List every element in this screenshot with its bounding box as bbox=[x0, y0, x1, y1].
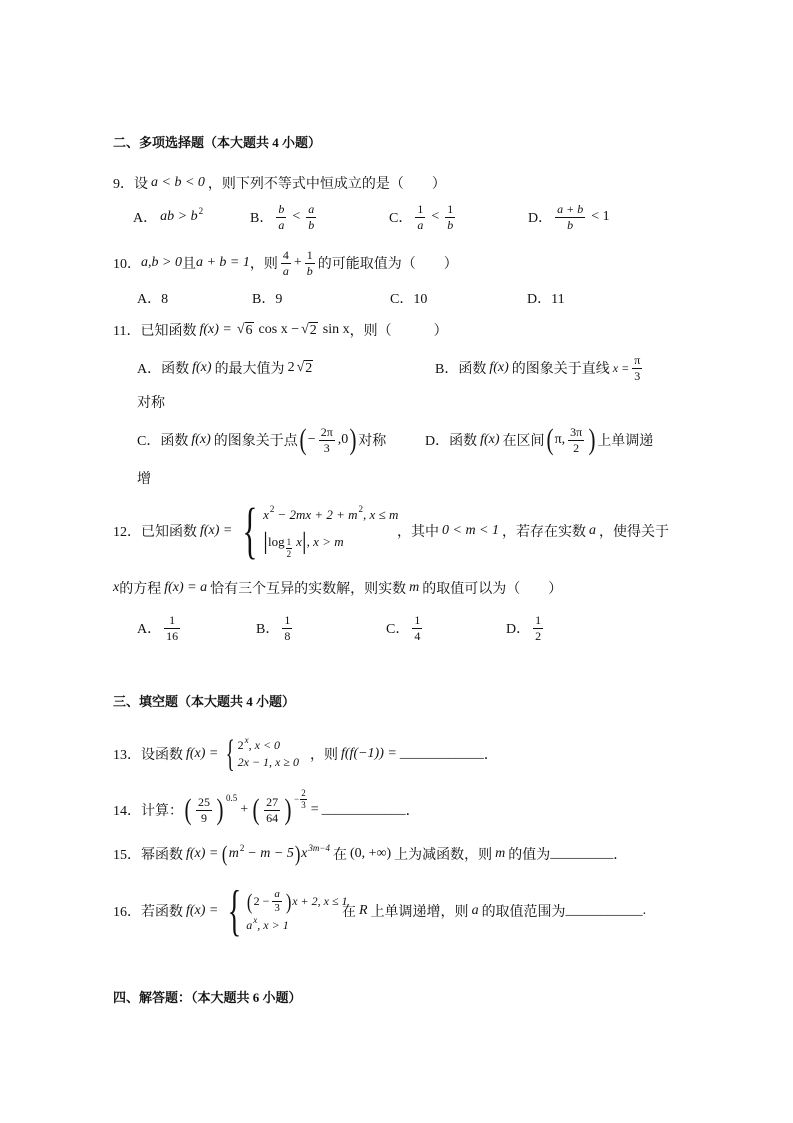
stem-text: 上为减函数，则 bbox=[394, 848, 493, 863]
section-heading-fill-in: 三、填空题（本大题共 4 小题） bbox=[113, 693, 296, 709]
log-function: log bbox=[267, 534, 285, 549]
case-1 bbox=[237, 734, 299, 753]
stem-end: . bbox=[642, 903, 647, 918]
q15-number: 15．幂函数 bbox=[113, 848, 183, 863]
question-10 bbox=[113, 247, 458, 279]
stem-text: 在 bbox=[342, 905, 356, 920]
option-label: B． bbox=[256, 622, 280, 637]
radical-sign: √ bbox=[301, 322, 309, 337]
numerator: 1 bbox=[286, 536, 292, 547]
set-r: R bbox=[359, 903, 368, 918]
numerator: 1 bbox=[417, 201, 424, 216]
operator: < bbox=[431, 209, 440, 224]
right-paren: ) bbox=[588, 423, 596, 456]
denominator: 4 bbox=[414, 628, 421, 643]
q16-number: 16．若函数 bbox=[113, 905, 183, 920]
denominator: b bbox=[306, 263, 313, 278]
q12-number: 12．已知函数 bbox=[113, 525, 197, 540]
case-2 bbox=[263, 529, 398, 559]
function-name: f(x) = bbox=[186, 846, 219, 861]
option-text: 的图象关于点 bbox=[213, 434, 298, 449]
square-root bbox=[237, 322, 254, 338]
q11-option-b-continued: 对称 bbox=[137, 396, 165, 411]
q11-option-a bbox=[137, 352, 315, 384]
fraction bbox=[533, 614, 543, 643]
stem-text: ，若存在实数 bbox=[502, 525, 587, 540]
denominator: 16 bbox=[166, 628, 179, 643]
stem-end: ． bbox=[483, 748, 498, 763]
option-label: C．函数 bbox=[137, 434, 189, 449]
stem-text: 的值为 bbox=[508, 848, 551, 863]
exponent: 2 bbox=[269, 504, 275, 514]
function-name: f(x) bbox=[480, 432, 500, 447]
q10-condition-2: a + b = 1 bbox=[195, 255, 250, 270]
interval: (0, +∞) bbox=[349, 846, 392, 861]
left-paren: ( bbox=[184, 793, 192, 826]
piecewise-cases bbox=[263, 504, 399, 559]
q13-stem bbox=[310, 744, 498, 764]
fraction bbox=[164, 614, 180, 643]
function-name: f(x) = bbox=[186, 903, 219, 918]
fraction bbox=[568, 426, 584, 455]
q10-option-b: B．9 bbox=[252, 292, 283, 307]
piecewise-cases bbox=[237, 734, 299, 770]
option-text: 的图象关于直线 bbox=[511, 362, 610, 377]
radicand: 6 bbox=[245, 323, 253, 338]
left-brace: { bbox=[225, 733, 236, 775]
numerator: 3π bbox=[570, 424, 583, 439]
denominator: 3 bbox=[634, 368, 641, 383]
numerator: 4 bbox=[282, 247, 289, 262]
answer-blank: ___________ bbox=[565, 903, 643, 918]
left-paren: ( bbox=[222, 841, 228, 866]
q12-option-c bbox=[386, 612, 425, 644]
q12-option-d bbox=[506, 612, 546, 644]
case-base: a bbox=[246, 918, 253, 932]
stem-end: ． bbox=[613, 848, 628, 863]
numerator: 1 bbox=[164, 614, 180, 629]
section-heading-solutions: 四、解答题：（本大题共 6 小题） bbox=[113, 989, 302, 1005]
fraction bbox=[306, 203, 316, 232]
left-paren: ( bbox=[247, 888, 253, 914]
numerator: b bbox=[278, 201, 285, 216]
numerator: 1 bbox=[284, 612, 291, 627]
option-label: D．函数 bbox=[425, 434, 478, 449]
answer-blank: ____________ bbox=[321, 802, 406, 817]
coefficient-term: − m − 5 bbox=[247, 846, 294, 861]
fraction bbox=[264, 796, 280, 825]
denominator: 64 bbox=[266, 810, 279, 825]
q12-option-b bbox=[256, 612, 295, 644]
q14-number: 14．计算： bbox=[113, 804, 183, 819]
question-15 bbox=[113, 842, 627, 866]
numerator: 1 bbox=[414, 612, 421, 627]
case-condition: , x > m bbox=[306, 534, 344, 549]
numerator: π bbox=[634, 352, 641, 367]
section-heading-multiple-choice: 二、多项选择题（本大题共 4 小题） bbox=[113, 134, 322, 150]
case-condition: , x ≤ m bbox=[363, 507, 399, 522]
question-13 bbox=[113, 733, 299, 775]
right-paren: ) bbox=[294, 841, 301, 866]
variable-a: a bbox=[471, 903, 479, 918]
function-name: f(x) bbox=[192, 360, 212, 375]
q9-number: 9．设 bbox=[113, 177, 148, 192]
square-root bbox=[297, 360, 314, 376]
right-paren: ) bbox=[285, 888, 292, 914]
radicand: 2 bbox=[305, 361, 313, 376]
numerator: 27 bbox=[266, 794, 279, 809]
stem-text: 的取值范围为 bbox=[481, 905, 566, 920]
equation: f(x) = a bbox=[164, 580, 208, 595]
operator: + bbox=[240, 802, 249, 817]
line-equation: x = bbox=[612, 360, 630, 375]
case-term: 2 − bbox=[253, 894, 270, 908]
operator: + bbox=[293, 255, 302, 270]
numerator: 25 bbox=[198, 794, 210, 809]
denominator: a bbox=[282, 263, 289, 278]
q9-option-b bbox=[250, 201, 319, 233]
interval-start: π, bbox=[554, 432, 566, 447]
case-term: x bbox=[263, 507, 269, 522]
fraction bbox=[415, 203, 425, 232]
q10-condition-1: a,b > 0 bbox=[141, 255, 182, 270]
case-condition: , x < 0 bbox=[248, 738, 281, 752]
q10-option-a: A．8 bbox=[137, 292, 169, 307]
cos-term: cos x − bbox=[258, 322, 300, 337]
denominator: 8 bbox=[284, 628, 291, 643]
option-rest: < 1 bbox=[591, 209, 610, 224]
exponent: 2 bbox=[239, 843, 245, 853]
q9-option-d bbox=[528, 201, 610, 233]
denominator: 9 bbox=[201, 810, 207, 825]
right-paren: ) bbox=[349, 423, 357, 456]
q11-option-c bbox=[137, 420, 386, 460]
left-brace: { bbox=[228, 880, 242, 942]
fraction bbox=[632, 354, 642, 383]
equals-sign: = bbox=[310, 802, 319, 817]
log-base-fraction bbox=[286, 538, 293, 559]
variable-m: m bbox=[409, 580, 420, 595]
left-paren: ( bbox=[252, 793, 260, 826]
denominator: 2 bbox=[286, 548, 292, 559]
denominator: 2 bbox=[573, 440, 580, 455]
exponent: x bbox=[244, 734, 249, 745]
fraction bbox=[305, 249, 315, 278]
option-label: C． bbox=[389, 211, 413, 226]
q11-option-b bbox=[435, 352, 645, 384]
left-paren: ( bbox=[546, 423, 554, 456]
option-label: C． bbox=[386, 622, 410, 637]
fraction bbox=[196, 796, 212, 825]
case-2 bbox=[246, 914, 347, 933]
exponent bbox=[294, 789, 308, 810]
denominator: b bbox=[447, 217, 454, 232]
question-16 bbox=[113, 880, 348, 942]
variable-m: m bbox=[495, 846, 506, 861]
case-2: 2x − 1, x ≥ 0 bbox=[237, 755, 299, 769]
exponent: 2 bbox=[358, 504, 364, 514]
q10-option-d: D．11 bbox=[527, 292, 565, 307]
q16-stem bbox=[342, 901, 646, 921]
option-label: A． bbox=[137, 622, 162, 637]
exponent: 3m−4 bbox=[308, 843, 330, 853]
option-end: 对称 bbox=[358, 434, 387, 449]
denominator: a bbox=[278, 217, 285, 232]
denominator: 3 bbox=[274, 902, 280, 914]
square-root bbox=[301, 322, 318, 338]
option-text: 在区间 bbox=[502, 434, 545, 449]
case-condition: , x > 1 bbox=[257, 918, 289, 932]
q12-stem-line-2 bbox=[113, 578, 562, 598]
fraction bbox=[272, 889, 282, 914]
option-end: 上单调递 bbox=[597, 434, 654, 449]
numerator: 1 bbox=[306, 247, 313, 262]
q12-stem bbox=[397, 521, 669, 541]
stem-text: ，其中 bbox=[397, 525, 439, 540]
abs-bar: | bbox=[301, 529, 307, 555]
function-name: f(x) = bbox=[200, 523, 233, 538]
function-name: f(x) bbox=[191, 432, 211, 447]
q10-stem: 的可能取值为（ ） bbox=[317, 257, 458, 272]
q9-stem: ，则下列不等式中恒成立的是（ ） bbox=[207, 177, 446, 192]
variable-a: a bbox=[589, 523, 597, 538]
exponent-fraction bbox=[300, 789, 307, 810]
denominator: a bbox=[417, 217, 424, 232]
numerator: 1 bbox=[535, 612, 542, 627]
right-paren: ) bbox=[216, 793, 224, 826]
fraction bbox=[281, 249, 291, 278]
stem-text: ，则 bbox=[310, 748, 338, 763]
question-12 bbox=[113, 496, 398, 566]
radical-sign: √ bbox=[236, 322, 245, 337]
option-expression: ab > b bbox=[160, 209, 198, 224]
numerator: a bbox=[308, 201, 315, 216]
radical-sign: √ bbox=[296, 360, 305, 375]
denominator: 3 bbox=[301, 799, 306, 810]
q10-number: 10． bbox=[113, 257, 141, 272]
numerator: a bbox=[274, 888, 280, 900]
fraction bbox=[412, 614, 422, 643]
exponent-sign: − bbox=[294, 794, 300, 804]
fraction bbox=[282, 614, 292, 643]
q10-then: ，则 bbox=[249, 257, 278, 272]
numerator: a + b bbox=[557, 201, 584, 216]
option-label: B． bbox=[250, 211, 274, 226]
q10-option-c: C．10 bbox=[390, 292, 428, 307]
numerator: 2 bbox=[301, 787, 306, 798]
coefficient-term: m bbox=[228, 846, 239, 861]
minus-sign: − bbox=[307, 432, 316, 447]
case-base: 2 bbox=[237, 738, 244, 752]
expression: f(f(−1)) = bbox=[341, 746, 397, 761]
stem-text: 恰有三个互异的实数解，则实数 bbox=[210, 582, 407, 597]
stem-text: 的方程 bbox=[119, 582, 162, 597]
denominator: 2 bbox=[535, 628, 542, 643]
option-label: A．函数 bbox=[137, 362, 190, 377]
numerator: 1 bbox=[447, 201, 454, 216]
denominator: b bbox=[308, 217, 315, 232]
exponent: 2 bbox=[198, 206, 204, 216]
q9-condition: a < b < 0 bbox=[151, 175, 205, 190]
sin-term: sin x bbox=[322, 322, 350, 337]
q10-connector: 且 bbox=[181, 257, 196, 272]
case-condition: x + 2, x ≤ 1 bbox=[292, 894, 348, 908]
q11-option-d bbox=[425, 420, 653, 460]
case-term: − 2mx + 2 + m bbox=[277, 507, 358, 522]
q12-option-a bbox=[137, 612, 183, 644]
answer-blank: ____________ bbox=[399, 746, 484, 761]
stem-text: 上单调递增，则 bbox=[370, 905, 469, 920]
q9-option-c bbox=[389, 201, 458, 233]
option-label: D． bbox=[506, 622, 531, 637]
stem-text: 在 bbox=[332, 848, 347, 863]
q11-number: 11．已知函数 bbox=[113, 324, 197, 339]
q11-option-d-continued: 增 bbox=[137, 472, 151, 487]
question-11 bbox=[113, 320, 448, 340]
function-name: f(x) = bbox=[199, 322, 232, 337]
stem-text: 的取值可以为（ ） bbox=[422, 582, 563, 597]
answer-blank: _________ bbox=[550, 846, 614, 861]
option-label: D． bbox=[528, 211, 553, 226]
question-14 bbox=[113, 787, 420, 830]
case-1 bbox=[263, 504, 399, 523]
m-range: 0 < m < 1 bbox=[442, 523, 500, 538]
function-name: f(x) bbox=[489, 360, 509, 375]
left-brace: { bbox=[242, 497, 258, 565]
q11-stem: ，则（ ） bbox=[349, 324, 448, 339]
right-paren: ) bbox=[284, 793, 292, 826]
stem-text: ，使得关于 bbox=[599, 525, 670, 540]
coefficient: 2 bbox=[287, 360, 295, 375]
radicand: 2 bbox=[309, 323, 317, 338]
q13-number: 13．设函数 bbox=[113, 748, 183, 763]
fraction bbox=[319, 426, 335, 455]
option-label: B．函数 bbox=[435, 362, 487, 377]
left-paren: ( bbox=[299, 423, 307, 456]
denominator: b bbox=[567, 217, 574, 232]
fraction bbox=[555, 203, 585, 232]
point-coordinate: ,0 bbox=[337, 432, 349, 447]
q9-option-a bbox=[133, 201, 203, 233]
log-argument: x bbox=[296, 534, 302, 549]
operator: < bbox=[292, 209, 301, 224]
question-9 bbox=[113, 173, 446, 193]
fraction bbox=[445, 203, 455, 232]
variable-x: x bbox=[113, 580, 120, 595]
function-name: f(x) = bbox=[186, 746, 219, 761]
power-base: x bbox=[301, 846, 308, 861]
exponent: 0.5 bbox=[226, 793, 238, 803]
fraction bbox=[276, 203, 286, 232]
denominator: 3 bbox=[323, 440, 330, 455]
exponent: x bbox=[253, 914, 258, 925]
option-label: A． bbox=[133, 211, 158, 226]
numerator: 2π bbox=[320, 424, 333, 439]
piecewise-cases bbox=[246, 889, 347, 933]
case-1 bbox=[246, 889, 347, 914]
option-text: 的最大值为 bbox=[214, 362, 285, 377]
abs-bar: | bbox=[263, 529, 268, 555]
stem-end: ． bbox=[405, 804, 420, 819]
